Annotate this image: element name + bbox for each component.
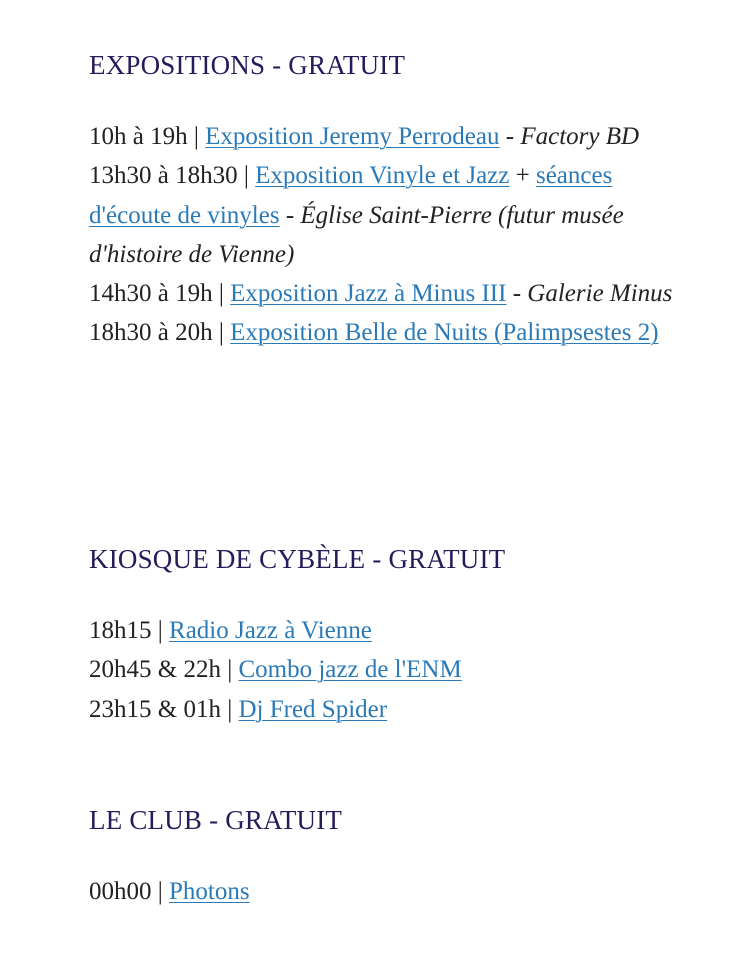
event-link[interactable]: Exposition Belle de Nuits (Palimpsestes 2) bbox=[230, 319, 659, 347]
plus: + bbox=[515, 162, 530, 190]
section-title: LE CLUB - GRATUIT bbox=[89, 805, 343, 835]
event-item bbox=[89, 313, 689, 352]
event-link[interactable]: Exposition Jazz à Minus III bbox=[230, 280, 507, 308]
event-link[interactable]: Combo jazz de l'ENM bbox=[238, 656, 462, 684]
separator: | bbox=[218, 319, 224, 347]
event-item bbox=[89, 690, 689, 729]
event-venue: Galerie Minus bbox=[527, 280, 673, 308]
event-list bbox=[89, 117, 689, 353]
event-time: 00h00 bbox=[89, 878, 152, 905]
event-item bbox=[89, 156, 689, 274]
event-item bbox=[89, 611, 689, 650]
event-time: 10h à 19h bbox=[89, 123, 188, 150]
section-title: KIOSQUE DE CYBÈLE - GRATUIT bbox=[89, 544, 506, 574]
event-time: 23h15 & 01h bbox=[89, 695, 221, 723]
separator: | bbox=[157, 878, 163, 905]
event-link[interactable]: Exposition Vinyle et Jazz bbox=[255, 162, 510, 190]
event-time: 20h45 & 22h bbox=[89, 656, 221, 684]
separator: | bbox=[193, 123, 199, 150]
event-list bbox=[89, 611, 689, 729]
separator: | bbox=[157, 617, 163, 644]
separator: | bbox=[243, 162, 249, 190]
event-link[interactable]: Photons bbox=[169, 878, 250, 905]
event-link[interactable]: Radio Jazz à Vienne bbox=[169, 617, 372, 644]
section-club bbox=[89, 802, 689, 911]
event-time: 13h30 à 18h30 bbox=[89, 162, 238, 190]
section-title: EXPOSITIONS - GRATUIT bbox=[89, 50, 406, 80]
event-venue: Factory BD bbox=[520, 123, 640, 150]
event-time: 14h30 à 19h bbox=[89, 280, 213, 308]
event-venue: Église Saint-Pierre (futur musée d'histoire de Vienne) bbox=[89, 201, 624, 268]
event-time: 18h15 bbox=[89, 617, 152, 644]
event-link[interactable]: Exposition Jeremy Perrodeau bbox=[205, 123, 500, 150]
event-item bbox=[89, 274, 689, 313]
event-list bbox=[89, 872, 689, 911]
dash: - bbox=[285, 201, 295, 229]
event-time: 18h30 à 20h bbox=[89, 319, 213, 347]
dash: - bbox=[512, 280, 522, 308]
section-kiosque bbox=[89, 541, 689, 729]
event-item bbox=[89, 650, 689, 689]
separator: | bbox=[218, 280, 224, 308]
dash: - bbox=[505, 123, 515, 150]
event-item bbox=[89, 872, 689, 911]
separator: | bbox=[227, 656, 233, 684]
event-link-secondary[interactable]: séances d'écoute de vinyles bbox=[89, 162, 613, 229]
event-link[interactable]: Dj Fred Spider bbox=[238, 695, 388, 723]
event-item bbox=[89, 117, 689, 156]
separator: | bbox=[227, 695, 233, 723]
section-expositions bbox=[89, 47, 689, 353]
